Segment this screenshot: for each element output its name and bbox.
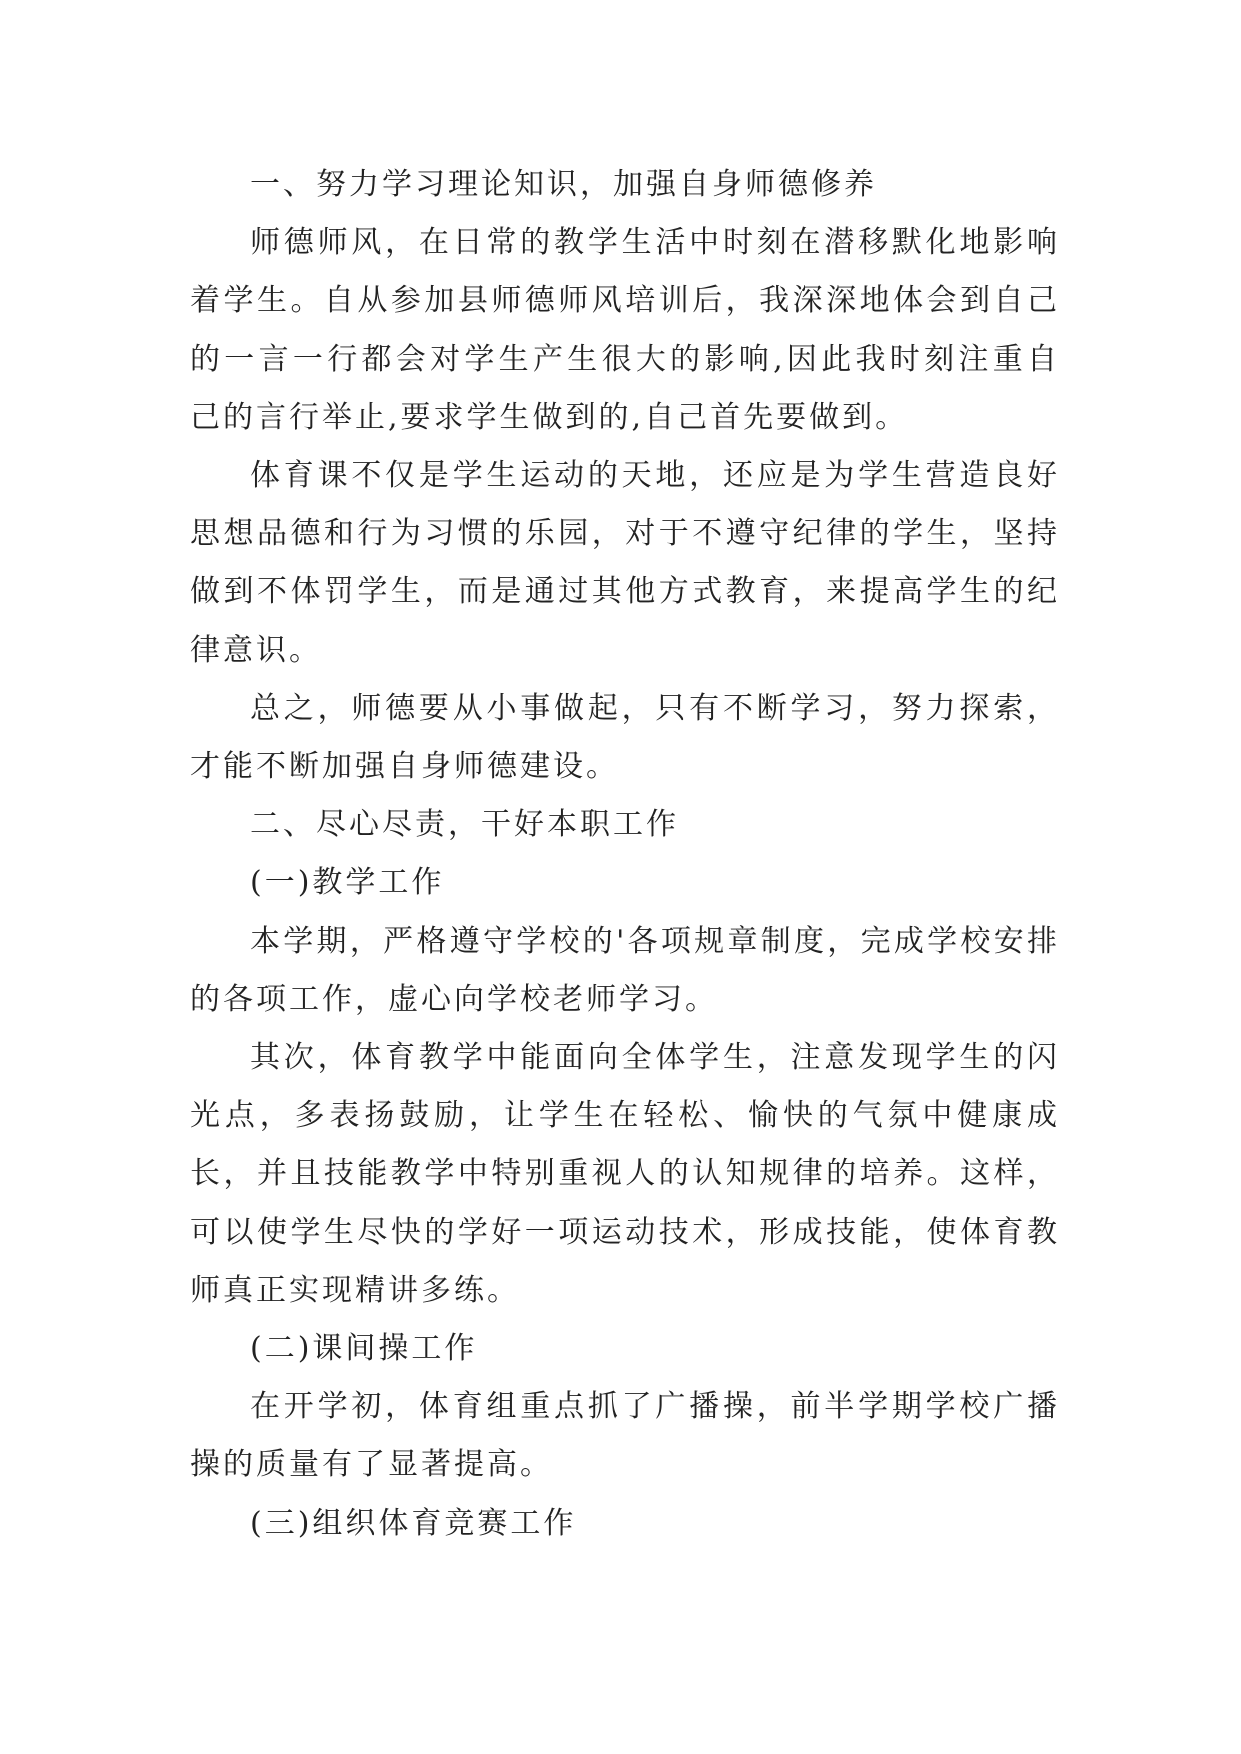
subsection-heading-competition: (三)组织体育竞赛工作 [250,1505,577,1541]
paragraph-teaching-method: 其次，体育教学中能面向全体学生，注意发现学生的闪光点，多表扬鼓励，让学生在轻松、愉快的气氛中健康成长，并且技能教学中特别重视人的认知规律的培养。这样，可以使学生尽快的学好一项运动技术，形成技能，使体育教师真正实现精讲多练。 [190,1040,1060,1308]
paragraph-summary: 总之，师德要从小事做起，只有不断学习，努力探索，才能不断加强自身师德建设。 [190,690,1060,785]
paragraph-pe-class: 体育课不仅是学生运动的天地，还应是为学生营造良好思想品德和行为习惯的乐园，对于不遵守纪律的学生，坚持做到不体罚学生，而是通过其他方式教育，来提高学生的纪律意识。 [190,458,1060,668]
paragraph-teacher-ethics: 师德师风，在日常的教学生活中时刻在潜移默化地影响着学生。自从参加县师德师风培训后，我深深地体会到自己的一言一行都会对学生产生很大的影响,因此我时刻注重自己的言行举止,要求学生做到的,自己首先要做到。 [190,225,1060,435]
section-heading-2: 二、尽心尽责，干好本职工作 [250,807,679,843]
paragraph-semester: 本学期，严格遵守学校的'各项规章制度，完成学校安排的各项工作，虚心向学校老师学习。 [190,923,1060,1017]
document-body [190,156,1060,1553]
subsection-heading-teaching: (一)教学工作 [250,865,445,901]
subsection-heading-exercise: (二)课间操工作 [250,1331,478,1367]
paragraph-broadcast-exercise: 在开学初，体育组重点抓了广播操，前半学期学校广播操的质量有了显著提高。 [190,1389,1060,1483]
section-heading-1: 一、努力学习理论知识，加强自身师德修养 [250,167,877,202]
